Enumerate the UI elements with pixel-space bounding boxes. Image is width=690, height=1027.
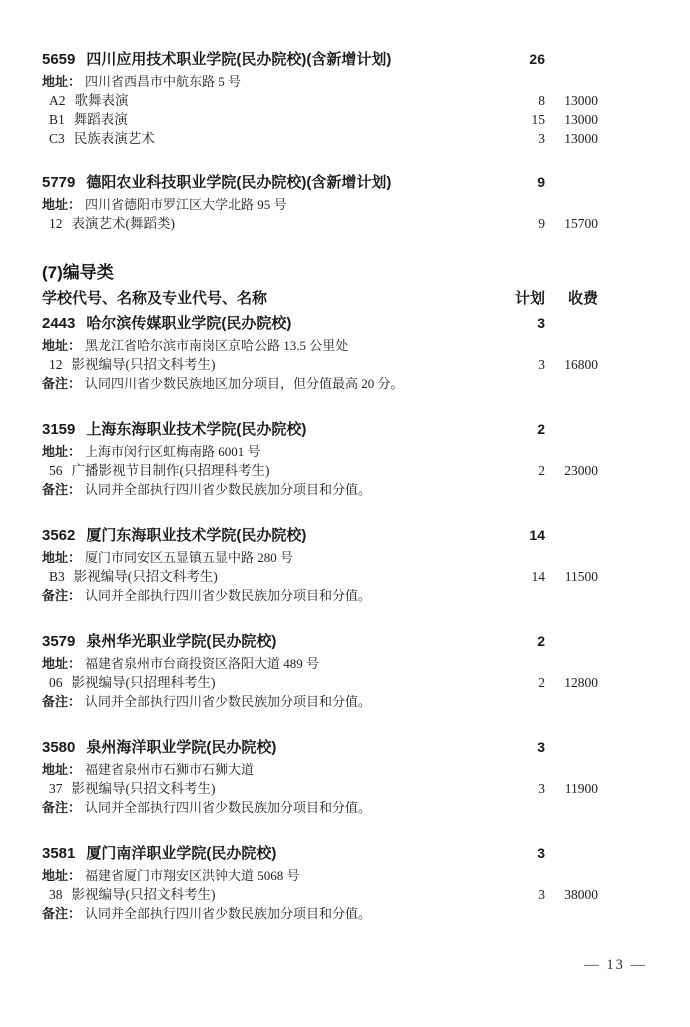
- note-label: 备注：: [42, 800, 82, 815]
- note-text: 认同并全部执行四川省少数民族加分项目和分值。: [85, 482, 372, 497]
- school-header-row: [42, 525, 598, 546]
- note-row: [42, 798, 598, 817]
- address-label: 地址：: [42, 762, 82, 777]
- address-text: 福建省泉州市台商投资区洛阳大道 489 号: [85, 656, 320, 671]
- major-name-cell: [49, 129, 495, 148]
- note-text: 认同并全部执行四川省少数民族加分项目和分值。: [85, 694, 372, 709]
- major-fee: 23000: [564, 463, 598, 478]
- school-code: 3581: [42, 845, 76, 862]
- address-label: 地址：: [42, 868, 82, 883]
- school-block: [42, 843, 598, 923]
- school-title: [42, 420, 495, 440]
- major-code: 38: [49, 887, 63, 902]
- address-label: 地址：: [42, 550, 82, 565]
- address-label: 地址：: [42, 444, 82, 459]
- major-fee: 11900: [564, 781, 598, 796]
- major-row: [42, 129, 598, 148]
- school-name: 哈尔滨传媒职业学院(民办院校): [86, 315, 292, 332]
- address-row: [42, 195, 598, 214]
- school-name: 泉州海洋职业学院(民办院校): [86, 739, 277, 756]
- school-code: 2443: [42, 315, 76, 332]
- address-label: 地址：: [42, 197, 82, 212]
- school-header-row: [42, 419, 598, 440]
- major-name: 影视编导(只招文科考生): [73, 569, 218, 584]
- major-name-cell: [49, 673, 495, 692]
- column-header-school: 学校代号、名称及专业代号、名称: [42, 290, 268, 307]
- column-header-plan: 计划: [514, 290, 545, 307]
- address-row: [42, 654, 598, 673]
- major-name: 舞蹈表演: [73, 112, 128, 127]
- school-code: 3580: [42, 739, 76, 756]
- major-fee: 16800: [564, 357, 598, 372]
- major-code: 56: [49, 463, 63, 478]
- school-plan-total: 2: [537, 633, 545, 649]
- major-code: A2: [49, 93, 66, 108]
- major-code: 12: [49, 357, 63, 372]
- major-row: [42, 91, 598, 110]
- major-code: C3: [49, 131, 65, 146]
- major-code: B1: [49, 112, 65, 127]
- school-block: [42, 631, 598, 711]
- school-block: [42, 737, 598, 817]
- school-code: 3159: [42, 421, 76, 438]
- school-title: [42, 632, 495, 652]
- major-name: 民族表演艺术: [73, 131, 155, 146]
- major-code: B3: [49, 569, 65, 584]
- school-title: [42, 738, 495, 758]
- major-name: 影视编导(只招文科考生): [71, 357, 216, 372]
- address-text: 上海市闵行区虹梅南路 6001 号: [85, 444, 261, 459]
- school-header-row: [42, 737, 598, 758]
- address-row: [42, 760, 598, 779]
- school-header-row: [42, 172, 598, 193]
- major-plan: 3: [538, 357, 545, 372]
- major-code: 12: [49, 216, 63, 231]
- column-header-row: [42, 289, 598, 308]
- note-label: 备注：: [42, 694, 82, 709]
- column-header-fee: 收费: [567, 290, 598, 307]
- school-title: [42, 526, 495, 546]
- major-plan: 2: [538, 463, 545, 478]
- major-name: 广播影视节目制作(只招理科考生): [71, 463, 270, 478]
- major-code: 37: [49, 781, 63, 796]
- major-row: [42, 110, 598, 129]
- address-row: [42, 72, 598, 91]
- major-plan: 15: [531, 112, 545, 127]
- school-header-row: [42, 313, 598, 334]
- major-plan: 8: [538, 93, 545, 108]
- major-plan: 2: [538, 675, 545, 690]
- major-name-cell: [49, 567, 495, 586]
- school-block: [42, 525, 598, 605]
- school-plan-total: 14: [529, 527, 545, 543]
- address-text: 福建省厦门市翔安区洪钟大道 5068 号: [85, 868, 300, 883]
- major-name-cell: [49, 91, 495, 110]
- major-plan: 14: [531, 569, 545, 584]
- major-name: 歌舞表演: [74, 93, 129, 108]
- school-code: 3562: [42, 527, 76, 544]
- school-header-row: [42, 631, 598, 652]
- school-code: 3579: [42, 633, 76, 650]
- major-row: [42, 567, 598, 586]
- note-row: [42, 480, 598, 499]
- school-plan-total: 9: [537, 174, 545, 190]
- major-fee: 11500: [564, 569, 598, 584]
- major-name-cell: [49, 779, 495, 798]
- address-row: [42, 336, 598, 355]
- major-fee: 13000: [564, 112, 598, 127]
- major-plan: 3: [538, 781, 545, 796]
- major-name-cell: [49, 214, 495, 233]
- major-row: [42, 355, 598, 374]
- page-number: — 13 —: [584, 957, 647, 973]
- major-row: [42, 461, 598, 480]
- major-row: [42, 673, 598, 692]
- school-block: [42, 313, 598, 393]
- school-name: 厦门南洋职业学院(民办院校): [86, 845, 277, 862]
- note-label: 备注：: [42, 376, 82, 391]
- major-plan: 3: [538, 131, 545, 146]
- address-label: 地址：: [42, 338, 82, 353]
- school-title: [42, 173, 495, 193]
- address-label: 地址：: [42, 74, 82, 89]
- major-row: [42, 885, 598, 904]
- school-plan-total: 3: [537, 739, 545, 755]
- major-name: 影视编导(只招文科考生): [71, 887, 216, 902]
- major-name: 影视编导(只招理科考生): [71, 675, 216, 690]
- major-fee: 38000: [564, 887, 598, 902]
- major-row: [42, 214, 598, 233]
- address-row: [42, 442, 598, 461]
- note-label: 备注：: [42, 482, 82, 497]
- major-name-cell: [49, 461, 495, 480]
- major-name: 表演艺术(舞蹈类): [71, 216, 175, 231]
- school-plan-total: 3: [537, 315, 545, 331]
- school-title: [42, 50, 495, 70]
- school-block: [42, 49, 598, 148]
- address-label: 地址：: [42, 656, 82, 671]
- address-row: [42, 548, 598, 567]
- school-code: 5659: [42, 51, 76, 68]
- school-header-row: [42, 843, 598, 864]
- major-plan: 3: [538, 887, 545, 902]
- major-name: 影视编导(只招文科考生): [71, 781, 216, 796]
- address-text: 黑龙江省哈尔滨市南岗区京哈公路 13.5 公里处: [85, 338, 349, 353]
- address-text: 四川省德阳市罗江区大学北路 95 号: [85, 197, 287, 212]
- note-text: 认同四川省少数民族地区加分项目，但分值最高 20 分。: [85, 376, 404, 391]
- major-plan: 9: [538, 216, 545, 231]
- note-row: [42, 904, 598, 923]
- school-plan-total: 3: [537, 845, 545, 861]
- major-fee: 12800: [564, 675, 598, 690]
- address-text: 厦门市同安区五显镇五显中路 280 号: [85, 550, 294, 565]
- school-name: 四川应用技术职业学院(民办院校)(含新增计划): [86, 51, 392, 68]
- school-plan-total: 26: [529, 51, 545, 67]
- address-row: [42, 866, 598, 885]
- address-text: 四川省西昌市中航东路 5 号: [85, 74, 242, 89]
- school-plan-total: 2: [537, 421, 545, 437]
- school-title: [42, 314, 495, 334]
- address-text: 福建省泉州市石狮市石狮大道: [85, 762, 255, 777]
- major-code: 06: [49, 675, 63, 690]
- major-fee: 13000: [564, 131, 598, 146]
- note-row: [42, 586, 598, 605]
- major-fee: 15700: [564, 216, 598, 231]
- school-name: 德阳农业科技职业学院(民办院校)(含新增计划): [86, 174, 392, 191]
- major-name-cell: [49, 110, 495, 129]
- major-row: [42, 779, 598, 798]
- school-code: 5779: [42, 174, 76, 191]
- school-name: 泉州华光职业学院(民办院校): [86, 633, 277, 650]
- note-text: 认同并全部执行四川省少数民族加分项目和分值。: [85, 800, 372, 815]
- section-title: (7)编导类: [42, 263, 114, 282]
- note-row: [42, 374, 598, 393]
- school-name: 上海东海职业技术学院(民办院校): [86, 421, 307, 438]
- school-block: [42, 419, 598, 499]
- school-title: [42, 844, 495, 864]
- major-name-cell: [49, 355, 495, 374]
- school-name: 厦门东海职业技术学院(民办院校): [86, 527, 307, 544]
- school-block: [42, 172, 598, 233]
- note-text: 认同并全部执行四川省少数民族加分项目和分值。: [85, 906, 372, 921]
- note-label: 备注：: [42, 906, 82, 921]
- major-name-cell: [49, 885, 495, 904]
- note-label: 备注：: [42, 588, 82, 603]
- note-row: [42, 692, 598, 711]
- major-fee: 13000: [564, 93, 598, 108]
- school-header-row: [42, 49, 598, 70]
- note-text: 认同并全部执行四川省少数民族加分项目和分值。: [85, 588, 372, 603]
